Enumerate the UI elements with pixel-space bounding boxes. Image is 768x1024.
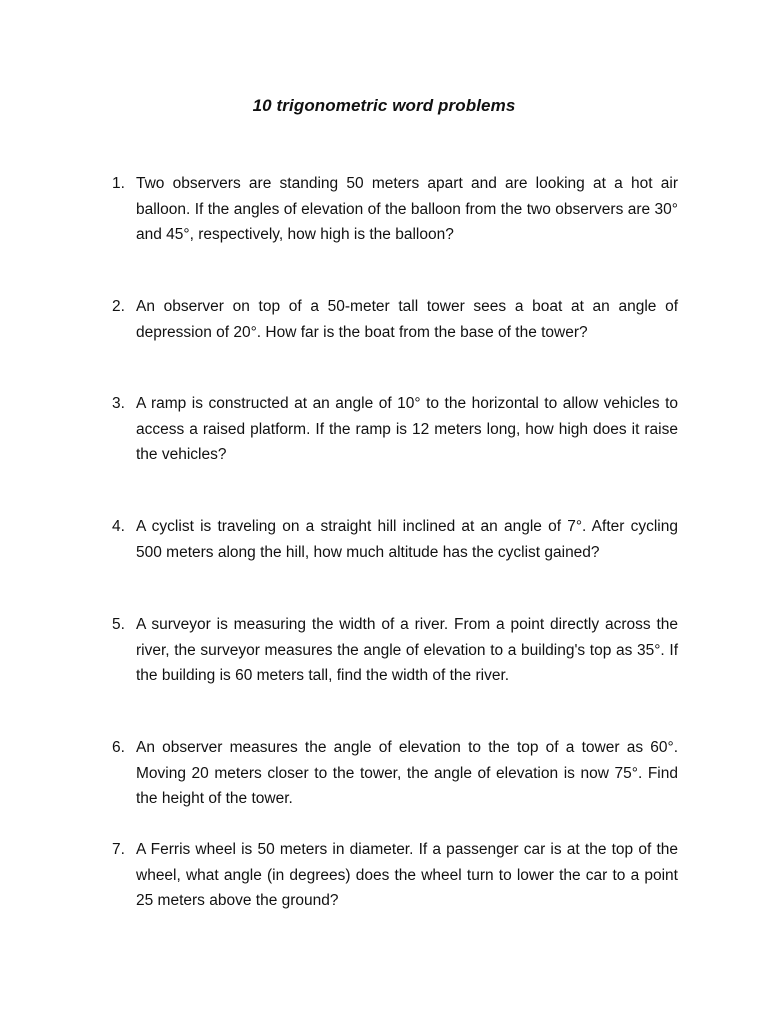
problem-text: A Ferris wheel is 50 meters in diameter. If a passenger car is at the top of the wheel, what angle (in degrees) does the wheel turn to lower the car to a point 25 meters above the ground? — [136, 841, 678, 909]
problem-item-7 — [112, 837, 678, 914]
problem-item-5 — [112, 612, 678, 689]
problem-item-6 — [112, 735, 678, 812]
problem-number: 1. — [112, 175, 125, 192]
problem-item-2 — [112, 294, 678, 345]
problem-text: Two observers are standing 50 meters apart and are looking at a hot air balloon. If the angles of elevation of the balloon from the two observers are 30° and 45°, respectively, how high is the balloon? — [136, 175, 678, 243]
problem-number: 2. — [112, 298, 125, 315]
problem-text: An observer measures the angle of elevation to the top of a tower as 60°. Moving 20 meters closer to the tower, the angle of elevation is now 75°. Find the height of the tower. — [136, 739, 678, 807]
problem-text: A surveyor is measuring the width of a river. From a point directly across the river, the surveyor measures the angle of elevation to a building's top as 35°. If the building is 60 meters tall, find the width of the river. — [136, 616, 678, 684]
problem-text: A ramp is constructed at an angle of 10° to the horizontal to allow vehicles to access a raised platform. If the ramp is 12 meters long, how high does it raise the vehicles? — [136, 395, 678, 463]
problem-number: 7. — [112, 841, 125, 858]
problem-number: 3. — [112, 395, 125, 412]
problem-number: 5. — [112, 616, 125, 633]
problem-item-3 — [112, 391, 678, 468]
document-title: 10 trigonometric word problems — [252, 96, 516, 115]
problem-item-1 — [112, 171, 678, 248]
problem-text: An observer on top of a 50-meter tall tower sees a boat at an angle of depression of 20°. How far is the boat from the base of the tower? — [136, 298, 678, 341]
problem-number: 4. — [112, 518, 125, 535]
problem-text: A cyclist is traveling on a straight hill inclined at an angle of 7°. After cycling 500 meters along the hill, how much altitude has the cyclist gained? — [136, 518, 678, 561]
problem-item-4 — [112, 514, 678, 565]
problem-number: 6. — [112, 739, 125, 756]
